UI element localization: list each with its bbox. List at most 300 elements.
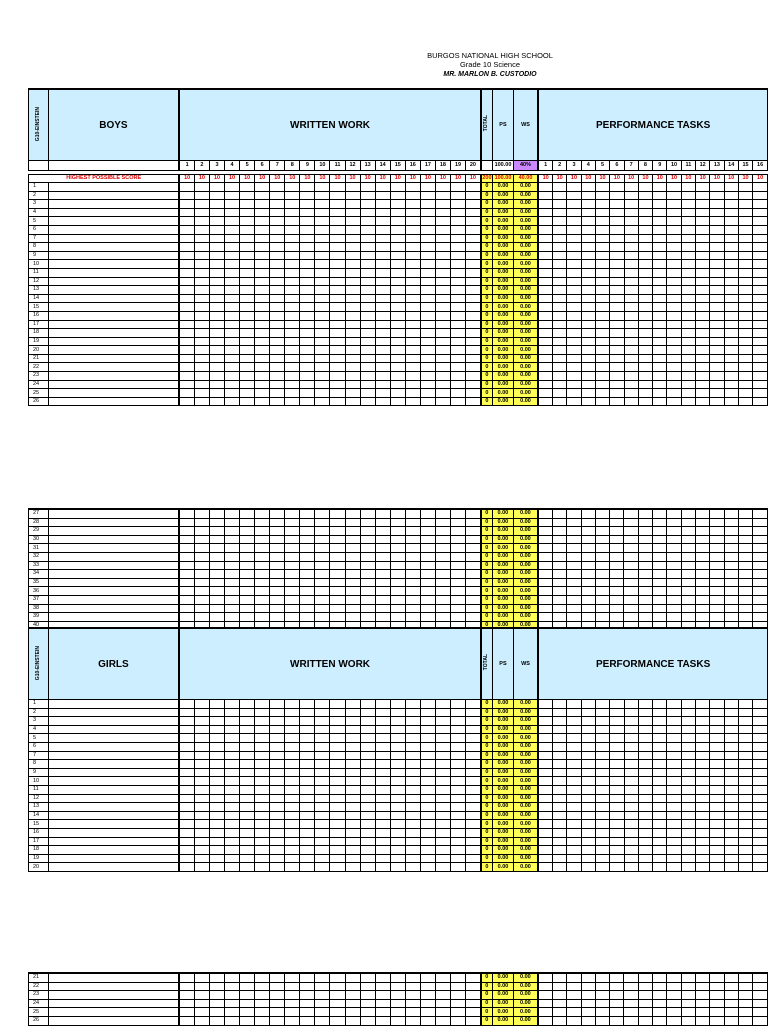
pt-score-cell[interactable] [638, 397, 652, 406]
ww-score-cell[interactable] [466, 846, 481, 855]
ww-score-cell[interactable] [179, 561, 194, 570]
ww-score-cell[interactable] [270, 613, 285, 622]
ww-score-cell[interactable] [420, 725, 435, 734]
pt-score-cell[interactable] [753, 389, 768, 398]
pt-score-cell[interactable] [538, 277, 552, 286]
pt-score-cell[interactable] [681, 708, 695, 717]
ww-score-cell[interactable] [300, 535, 315, 544]
ww-score-cell[interactable] [240, 828, 255, 837]
ww-score-cell[interactable] [179, 578, 194, 587]
ww-score-cell[interactable] [300, 294, 315, 303]
ww-score-cell[interactable] [360, 389, 375, 398]
ww-score-cell[interactable] [270, 200, 285, 209]
ww-score-cell[interactable] [285, 700, 300, 709]
pt-score-cell[interactable] [581, 725, 595, 734]
ww-score-cell[interactable] [390, 973, 405, 982]
pt-score-cell[interactable] [738, 578, 752, 587]
ww-score-cell[interactable] [240, 587, 255, 596]
pt-score-cell[interactable] [638, 527, 652, 536]
pt-score-cell[interactable] [667, 544, 681, 553]
ww-score-cell[interactable] [270, 208, 285, 217]
ww-score-cell[interactable] [255, 604, 270, 613]
pt-score-cell[interactable] [710, 595, 724, 604]
pt-score-cell[interactable] [638, 509, 652, 518]
pt-score-cell[interactable] [738, 243, 752, 252]
pt-score-cell[interactable] [738, 708, 752, 717]
pt-score-cell[interactable] [710, 535, 724, 544]
pt-score-cell[interactable] [538, 268, 552, 277]
ww-score-cell[interactable] [194, 234, 209, 243]
ww-score-cell[interactable] [375, 717, 390, 726]
pt-score-cell[interactable] [552, 613, 566, 622]
ww-score-cell[interactable] [330, 303, 345, 312]
ww-score-cell[interactable] [375, 527, 390, 536]
pt-score-cell[interactable] [553, 294, 567, 303]
pt-score-cell[interactable] [538, 286, 552, 295]
ww-score-cell[interactable] [345, 208, 360, 217]
pt-score-cell[interactable] [724, 208, 738, 217]
ww-score-cell[interactable] [285, 991, 300, 1000]
pt-score-cell[interactable] [710, 294, 724, 303]
pt-score-cell[interactable] [538, 191, 552, 200]
pt-score-cell[interactable] [667, 991, 681, 1000]
ww-score-cell[interactable] [390, 578, 405, 587]
ww-score-cell[interactable] [300, 570, 315, 579]
pt-score-cell[interactable] [638, 587, 652, 596]
pt-score-cell[interactable] [681, 863, 695, 872]
pt-score-cell[interactable] [681, 973, 695, 982]
ww-score-cell[interactable] [390, 311, 405, 320]
student-name-cell[interactable] [48, 973, 179, 982]
ww-score-cell[interactable] [466, 604, 481, 613]
pt-score-cell[interactable] [653, 578, 667, 587]
pt-score-cell[interactable] [567, 544, 581, 553]
pt-score-cell[interactable] [681, 811, 695, 820]
ww-score-cell[interactable] [420, 561, 435, 570]
ww-score-cell[interactable] [225, 828, 240, 837]
ww-score-cell[interactable] [194, 329, 209, 338]
ww-score-cell[interactable] [435, 337, 450, 346]
ww-score-cell[interactable] [435, 742, 450, 751]
pt-score-cell[interactable] [595, 999, 609, 1008]
pt-score-cell[interactable] [552, 1008, 566, 1017]
ww-score-cell[interactable] [285, 708, 300, 717]
student-name-cell[interactable] [48, 320, 179, 329]
pt-score-cell[interactable] [710, 1008, 724, 1017]
pt-score-cell[interactable] [724, 260, 738, 269]
ww-score-cell[interactable] [450, 587, 465, 596]
ww-score-cell[interactable] [209, 604, 224, 613]
pt-score-cell[interactable] [653, 208, 667, 217]
ww-score-cell[interactable] [255, 329, 270, 338]
ww-score-cell[interactable] [330, 527, 345, 536]
pt-score-cell[interactable] [753, 535, 768, 544]
ww-score-cell[interactable] [194, 846, 209, 855]
ww-score-cell[interactable] [270, 518, 285, 527]
ww-score-cell[interactable] [285, 794, 300, 803]
ww-score-cell[interactable] [345, 570, 360, 579]
ww-score-cell[interactable] [405, 234, 420, 243]
pt-score-cell[interactable] [610, 828, 624, 837]
ww-score-cell[interactable] [405, 1008, 420, 1017]
ww-score-cell[interactable] [390, 828, 405, 837]
ww-score-cell[interactable] [435, 329, 450, 338]
pt-score-cell[interactable] [710, 854, 724, 863]
pt-score-cell[interactable] [638, 742, 652, 751]
ww-score-cell[interactable] [360, 397, 375, 406]
ww-score-cell[interactable] [435, 294, 450, 303]
pt-score-cell[interactable] [638, 760, 652, 769]
ww-score-cell[interactable] [240, 337, 255, 346]
pt-score-cell[interactable] [567, 354, 581, 363]
pt-score-cell[interactable] [595, 854, 609, 863]
pt-score-cell[interactable] [710, 768, 724, 777]
ww-score-cell[interactable] [255, 527, 270, 536]
ww-score-cell[interactable] [255, 570, 270, 579]
ww-score-cell[interactable] [270, 268, 285, 277]
pt-score-cell[interactable] [738, 380, 752, 389]
pt-score-cell[interactable] [610, 734, 624, 743]
pt-score-cell[interactable] [624, 1008, 638, 1017]
ww-score-cell[interactable] [240, 561, 255, 570]
ww-score-cell[interactable] [420, 320, 435, 329]
student-name-cell[interactable] [48, 268, 179, 277]
ww-score-cell[interactable] [375, 286, 390, 295]
ww-score-cell[interactable] [285, 587, 300, 596]
ww-score-cell[interactable] [405, 527, 420, 536]
pt-score-cell[interactable] [538, 354, 552, 363]
pt-score-cell[interactable] [595, 742, 609, 751]
ww-score-cell[interactable] [466, 277, 481, 286]
pt-score-cell[interactable] [696, 734, 710, 743]
pt-score-cell[interactable] [724, 397, 738, 406]
ww-score-cell[interactable] [225, 751, 240, 760]
pt-score-cell[interactable] [710, 268, 724, 277]
ww-score-cell[interactable] [405, 311, 420, 320]
ww-score-cell[interactable] [330, 260, 345, 269]
ww-score-cell[interactable] [375, 380, 390, 389]
ww-score-cell[interactable] [179, 595, 194, 604]
pt-score-cell[interactable] [638, 535, 652, 544]
ww-score-cell[interactable] [315, 561, 330, 570]
ww-score-cell[interactable] [300, 751, 315, 760]
ww-score-cell[interactable] [179, 587, 194, 596]
pt-score-cell[interactable] [538, 311, 552, 320]
ww-score-cell[interactable] [270, 811, 285, 820]
pt-score-cell[interactable] [696, 329, 710, 338]
pt-score-cell[interactable] [638, 544, 652, 553]
ww-score-cell[interactable] [194, 337, 209, 346]
pt-score-cell[interactable] [696, 785, 710, 794]
pt-score-cell[interactable] [610, 863, 624, 872]
pt-score-cell[interactable] [610, 389, 624, 398]
ww-score-cell[interactable] [466, 311, 481, 320]
pt-score-cell[interactable] [624, 251, 638, 260]
pt-score-cell[interactable] [738, 354, 752, 363]
ww-score-cell[interactable] [450, 717, 465, 726]
pt-score-cell[interactable] [696, 251, 710, 260]
ww-score-cell[interactable] [375, 200, 390, 209]
pt-score-cell[interactable] [638, 372, 652, 381]
pt-score-cell[interactable] [681, 768, 695, 777]
ww-score-cell[interactable] [375, 777, 390, 786]
student-name-cell[interactable] [48, 863, 179, 872]
pt-score-cell[interactable] [667, 595, 681, 604]
ww-score-cell[interactable] [300, 811, 315, 820]
pt-score-cell[interactable] [753, 570, 768, 579]
ww-score-cell[interactable] [194, 794, 209, 803]
ww-score-cell[interactable] [420, 535, 435, 544]
ww-score-cell[interactable] [466, 700, 481, 709]
pt-score-cell[interactable] [696, 863, 710, 872]
ww-score-cell[interactable] [225, 973, 240, 982]
ww-score-cell[interactable] [330, 518, 345, 527]
pt-score-cell[interactable] [552, 595, 566, 604]
pt-score-cell[interactable] [653, 820, 667, 829]
ww-score-cell[interactable] [435, 191, 450, 200]
ww-score-cell[interactable] [435, 982, 450, 991]
ww-score-cell[interactable] [345, 354, 360, 363]
pt-score-cell[interactable] [696, 700, 710, 709]
pt-score-cell[interactable] [538, 561, 552, 570]
ww-score-cell[interactable] [405, 811, 420, 820]
ww-score-cell[interactable] [375, 700, 390, 709]
ww-score-cell[interactable] [255, 277, 270, 286]
ww-score-cell[interactable] [179, 999, 194, 1008]
ww-score-cell[interactable] [360, 570, 375, 579]
pt-score-cell[interactable] [610, 768, 624, 777]
ww-score-cell[interactable] [285, 999, 300, 1008]
ww-score-cell[interactable] [360, 354, 375, 363]
ww-score-cell[interactable] [420, 854, 435, 863]
student-name-cell[interactable] [48, 277, 179, 286]
ww-score-cell[interactable] [270, 760, 285, 769]
pt-score-cell[interactable] [567, 389, 581, 398]
ww-score-cell[interactable] [225, 260, 240, 269]
pt-score-cell[interactable] [567, 183, 581, 192]
pt-score-cell[interactable] [710, 708, 724, 717]
ww-score-cell[interactable] [375, 742, 390, 751]
ww-score-cell[interactable] [240, 999, 255, 1008]
ww-score-cell[interactable] [240, 794, 255, 803]
ww-score-cell[interactable] [194, 604, 209, 613]
ww-score-cell[interactable] [315, 346, 330, 355]
ww-score-cell[interactable] [420, 820, 435, 829]
ww-score-cell[interactable] [345, 561, 360, 570]
pt-score-cell[interactable] [681, 820, 695, 829]
ww-score-cell[interactable] [450, 380, 465, 389]
ww-score-cell[interactable] [450, 372, 465, 381]
ww-score-cell[interactable] [225, 354, 240, 363]
ww-score-cell[interactable] [390, 803, 405, 812]
ww-score-cell[interactable] [466, 854, 481, 863]
pt-score-cell[interactable] [653, 604, 667, 613]
ww-score-cell[interactable] [209, 535, 224, 544]
pt-score-cell[interactable] [638, 595, 652, 604]
ww-score-cell[interactable] [360, 999, 375, 1008]
ww-score-cell[interactable] [466, 768, 481, 777]
pt-score-cell[interactable] [653, 552, 667, 561]
pt-score-cell[interactable] [638, 991, 652, 1000]
ww-score-cell[interactable] [390, 191, 405, 200]
pt-score-cell[interactable] [667, 389, 681, 398]
pt-score-cell[interactable] [610, 587, 624, 596]
ww-score-cell[interactable] [194, 717, 209, 726]
pt-score-cell[interactable] [738, 803, 752, 812]
ww-score-cell[interactable] [255, 311, 270, 320]
pt-score-cell[interactable] [610, 518, 624, 527]
pt-score-cell[interactable] [667, 561, 681, 570]
pt-score-cell[interactable] [610, 208, 624, 217]
ww-score-cell[interactable] [450, 561, 465, 570]
ww-score-cell[interactable] [360, 760, 375, 769]
ww-score-cell[interactable] [315, 552, 330, 561]
ww-score-cell[interactable] [225, 811, 240, 820]
ww-score-cell[interactable] [390, 294, 405, 303]
ww-score-cell[interactable] [390, 260, 405, 269]
ww-score-cell[interactable] [420, 527, 435, 536]
ww-score-cell[interactable] [315, 380, 330, 389]
ww-score-cell[interactable] [330, 200, 345, 209]
ww-score-cell[interactable] [285, 303, 300, 312]
ww-score-cell[interactable] [390, 734, 405, 743]
ww-score-cell[interactable] [345, 380, 360, 389]
ww-score-cell[interactable] [345, 595, 360, 604]
pt-score-cell[interactable] [610, 578, 624, 587]
ww-score-cell[interactable] [450, 982, 465, 991]
pt-score-cell[interactable] [624, 286, 638, 295]
ww-score-cell[interactable] [300, 973, 315, 982]
ww-score-cell[interactable] [405, 518, 420, 527]
ww-score-cell[interactable] [240, 200, 255, 209]
pt-score-cell[interactable] [624, 717, 638, 726]
pt-score-cell[interactable] [552, 518, 566, 527]
ww-score-cell[interactable] [435, 183, 450, 192]
pt-score-cell[interactable] [753, 613, 768, 622]
pt-score-cell[interactable] [595, 768, 609, 777]
ww-score-cell[interactable] [240, 613, 255, 622]
ww-score-cell[interactable] [420, 183, 435, 192]
pt-score-cell[interactable] [667, 973, 681, 982]
pt-score-cell[interactable] [667, 837, 681, 846]
ww-score-cell[interactable] [390, 854, 405, 863]
pt-score-cell[interactable] [738, 725, 752, 734]
pt-score-cell[interactable] [681, 846, 695, 855]
student-name-cell[interactable] [48, 329, 179, 338]
student-name-cell[interactable] [48, 828, 179, 837]
student-name-cell[interactable] [48, 346, 179, 355]
ww-score-cell[interactable] [285, 346, 300, 355]
student-name-cell[interactable] [48, 837, 179, 846]
ww-score-cell[interactable] [345, 329, 360, 338]
ww-score-cell[interactable] [255, 595, 270, 604]
pt-score-cell[interactable] [681, 303, 695, 312]
ww-score-cell[interactable] [270, 303, 285, 312]
pt-score-cell[interactable] [710, 561, 724, 570]
pt-score-cell[interactable] [681, 837, 695, 846]
pt-score-cell[interactable] [710, 570, 724, 579]
ww-score-cell[interactable] [375, 982, 390, 991]
pt-score-cell[interactable] [738, 717, 752, 726]
student-name-cell[interactable] [48, 982, 179, 991]
ww-score-cell[interactable] [375, 760, 390, 769]
ww-score-cell[interactable] [360, 208, 375, 217]
ww-score-cell[interactable] [270, 982, 285, 991]
pt-score-cell[interactable] [581, 561, 595, 570]
ww-score-cell[interactable] [240, 742, 255, 751]
pt-score-cell[interactable] [681, 760, 695, 769]
pt-score-cell[interactable] [638, 277, 652, 286]
ww-score-cell[interactable] [435, 846, 450, 855]
ww-score-cell[interactable] [375, 268, 390, 277]
ww-score-cell[interactable] [375, 734, 390, 743]
pt-score-cell[interactable] [595, 760, 609, 769]
ww-score-cell[interactable] [315, 518, 330, 527]
ww-score-cell[interactable] [194, 982, 209, 991]
ww-score-cell[interactable] [420, 708, 435, 717]
pt-score-cell[interactable] [638, 777, 652, 786]
ww-score-cell[interactable] [240, 854, 255, 863]
pt-score-cell[interactable] [610, 286, 624, 295]
pt-score-cell[interactable] [667, 372, 681, 381]
ww-score-cell[interactable] [405, 544, 420, 553]
ww-score-cell[interactable] [194, 570, 209, 579]
pt-score-cell[interactable] [610, 991, 624, 1000]
ww-score-cell[interactable] [300, 329, 315, 338]
ww-score-cell[interactable] [300, 863, 315, 872]
ww-score-cell[interactable] [360, 243, 375, 252]
pt-score-cell[interactable] [595, 243, 609, 252]
student-name-cell[interactable] [48, 708, 179, 717]
pt-score-cell[interactable] [696, 708, 710, 717]
ww-score-cell[interactable] [300, 389, 315, 398]
pt-score-cell[interactable] [738, 260, 752, 269]
ww-score-cell[interactable] [255, 751, 270, 760]
ww-score-cell[interactable] [285, 1008, 300, 1017]
ww-score-cell[interactable] [270, 837, 285, 846]
pt-score-cell[interactable] [738, 570, 752, 579]
ww-score-cell[interactable] [450, 760, 465, 769]
ww-score-cell[interactable] [209, 828, 224, 837]
pt-score-cell[interactable] [724, 1008, 738, 1017]
ww-score-cell[interactable] [209, 277, 224, 286]
pt-score-cell[interactable] [553, 320, 567, 329]
ww-score-cell[interactable] [405, 268, 420, 277]
ww-score-cell[interactable] [420, 552, 435, 561]
ww-score-cell[interactable] [285, 973, 300, 982]
pt-score-cell[interactable] [538, 320, 552, 329]
ww-score-cell[interactable] [315, 700, 330, 709]
pt-score-cell[interactable] [710, 191, 724, 200]
pt-score-cell[interactable] [595, 570, 609, 579]
pt-score-cell[interactable] [553, 811, 567, 820]
ww-score-cell[interactable] [435, 734, 450, 743]
ww-score-cell[interactable] [179, 973, 194, 982]
pt-score-cell[interactable] [581, 768, 595, 777]
pt-score-cell[interactable] [653, 828, 667, 837]
ww-score-cell[interactable] [209, 208, 224, 217]
ww-score-cell[interactable] [225, 200, 240, 209]
ww-score-cell[interactable] [300, 311, 315, 320]
pt-score-cell[interactable] [681, 286, 695, 295]
pt-score-cell[interactable] [638, 251, 652, 260]
ww-score-cell[interactable] [450, 803, 465, 812]
ww-score-cell[interactable] [435, 561, 450, 570]
ww-score-cell[interactable] [420, 243, 435, 252]
pt-score-cell[interactable] [681, 372, 695, 381]
ww-score-cell[interactable] [466, 208, 481, 217]
pt-score-cell[interactable] [710, 277, 724, 286]
